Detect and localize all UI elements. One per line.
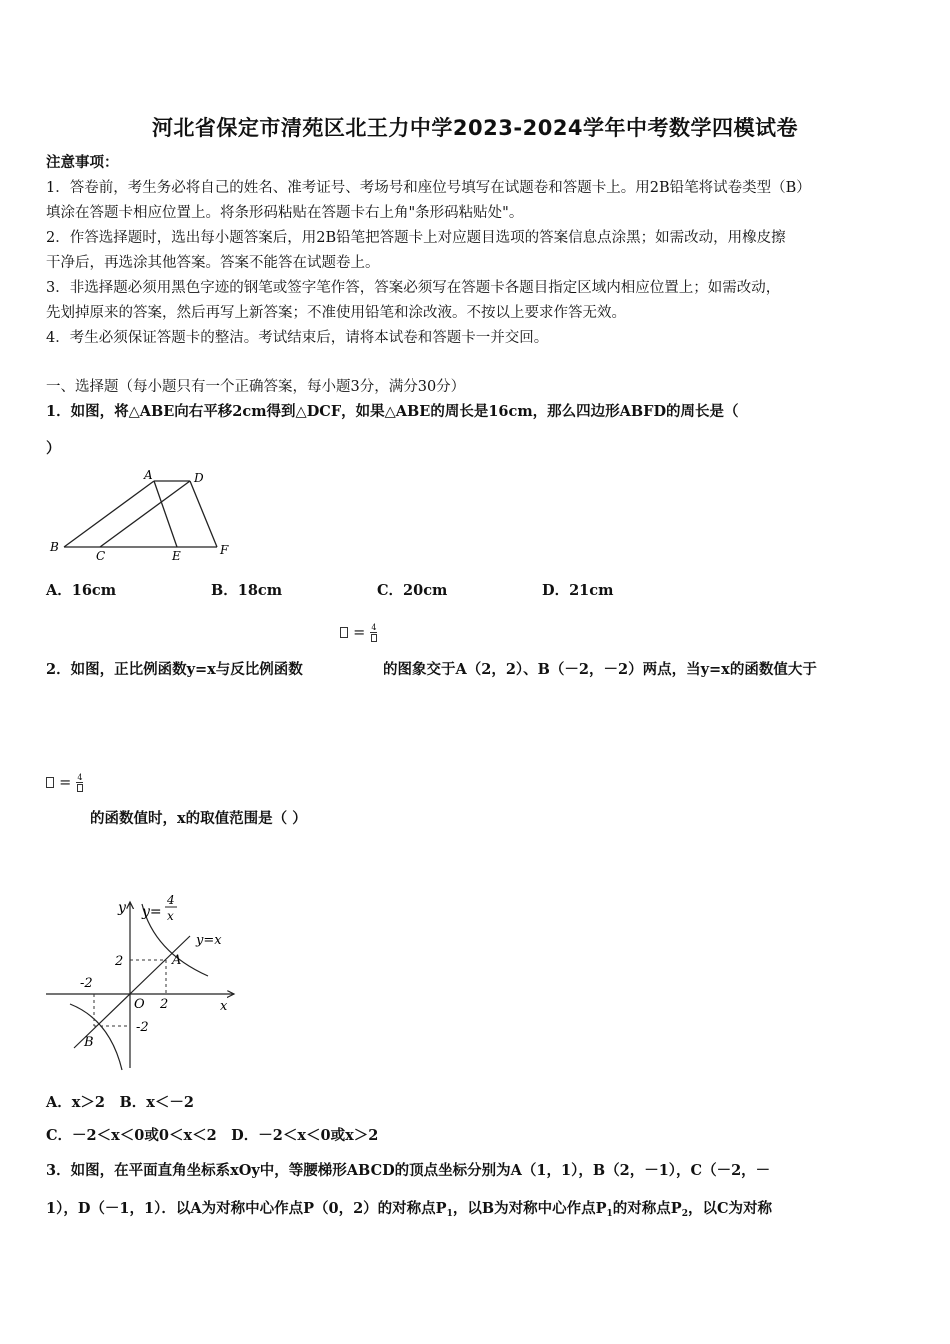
q2-options-row2: C．－2＜x＜0或0＜x＜2 D．－2＜x＜0或x＞2 (46, 1127, 379, 1144)
x-axis-label: x (220, 999, 228, 1014)
placeholder-glyph (340, 627, 348, 638)
label-B: B (50, 540, 59, 554)
section-heading: 一、选择题（每小题只有一个正确答案，每小题3分，满分30分） (46, 379, 466, 395)
question-3-text: 3．如图，在平面直角坐标系xOy中，等腰梯形ABCD的顶点坐标分别为A（1，1），B（2，－1），C（－2，－ (46, 1162, 771, 1179)
label-F: F (220, 543, 229, 557)
question-1-text-end: ） (46, 440, 61, 457)
q2-options-row1: A．x＞2 B．x＜－2 (46, 1094, 194, 1111)
point-A-label: A (172, 953, 182, 968)
label-A: A (144, 468, 153, 482)
notice-line: 干净后，再选涂其他答案。答案不能答在试题卷上。 (46, 255, 380, 271)
line-equation: y=x (196, 933, 222, 948)
notice-line: 填涂在答题卡相应位置上。将条形码粘贴在答题卡右上角"条形码粘贴处"。 (46, 205, 524, 221)
function-graph (44, 888, 240, 1072)
question-3-text-cont: 1），D（－1，1）．以A为对称中心作点P（0，2）的对称点$P_1$，以B为对称中心作点$P_1$的对称点$P_2$，以C为对称 (46, 1200, 772, 1219)
formula-y-equals-4-over-x: = 4 (46, 772, 83, 793)
placeholder-glyph (46, 777, 54, 788)
option-d: D．21cm (542, 582, 614, 599)
question-2-text: 2．如图，正比例函数y=x与反比例函数 (46, 661, 303, 678)
notice-line: 3．非选择题必须用黑色字迹的钢笔或签字笔作答，答案必须写在答题卡各题目指定区域内相应位置上；如需改动， (46, 280, 781, 296)
origin-label: O (134, 997, 145, 1012)
option-a: A．16cm (46, 582, 117, 599)
notice-line: 先划掉原来的答案，然后再写上新答案；不准使用铅笔和涂改液。不按以上要求作答无效。 (46, 305, 626, 321)
trapezoid-figure (44, 462, 240, 566)
label-E: E (172, 549, 181, 563)
question-2-text-cont: 的图象交于A（2，2）、B（－2，－2）两点，当y=x的函数值大于 (383, 661, 817, 678)
formula-y-equals-4-over-x: = 4 (340, 622, 377, 643)
curve-equation: y= (142, 904, 162, 920)
notice-heading: 注意事项： (46, 154, 119, 171)
curve-num: 4 (167, 893, 175, 907)
point-B-label: B (84, 1035, 94, 1050)
label-D: D (194, 471, 204, 485)
option-b: B．18cm (211, 582, 283, 599)
label-C: C (96, 549, 106, 563)
notice-line: 1．答卷前，考生务必将自己的姓名、准考证号、考场号和座位号填写在试题卷和答题卡上。用2B铅笔将试卷类型（B） (46, 180, 811, 196)
tick-neg2-x: -2 (80, 976, 93, 991)
question-2-text-end: 的函数值时，x的取值范围是（ ） (90, 810, 307, 827)
notice-line: 4．考生必须保证答题卡的整洁。考试结束后，请将本试卷和答题卡一并交回。 (46, 330, 549, 346)
y-axis-label: y (118, 900, 126, 916)
curve-den: x (167, 909, 174, 923)
tick-neg2-y: -2 (136, 1020, 149, 1035)
tick-2-y: 2 (115, 954, 124, 969)
tick-2-x: 2 (160, 997, 169, 1012)
page-title: 河北省保定市清苑区北王力中学2023-2024学年中考数学四模试卷 (151, 116, 799, 140)
question-1-text: 1．如图，将△ABE向右平移2cm得到△DCF，如果△ABE的周长是16cm，那么四边形ABFD的周长是（ (46, 403, 739, 420)
notice-line: 2．作答选择题时，选出每小题答案后，用2B铅笔把答题卡上对应题目选项的答案信息点涂黑；如需改动，用橡皮擦 (46, 230, 786, 246)
option-c: C．20cm (377, 582, 448, 599)
